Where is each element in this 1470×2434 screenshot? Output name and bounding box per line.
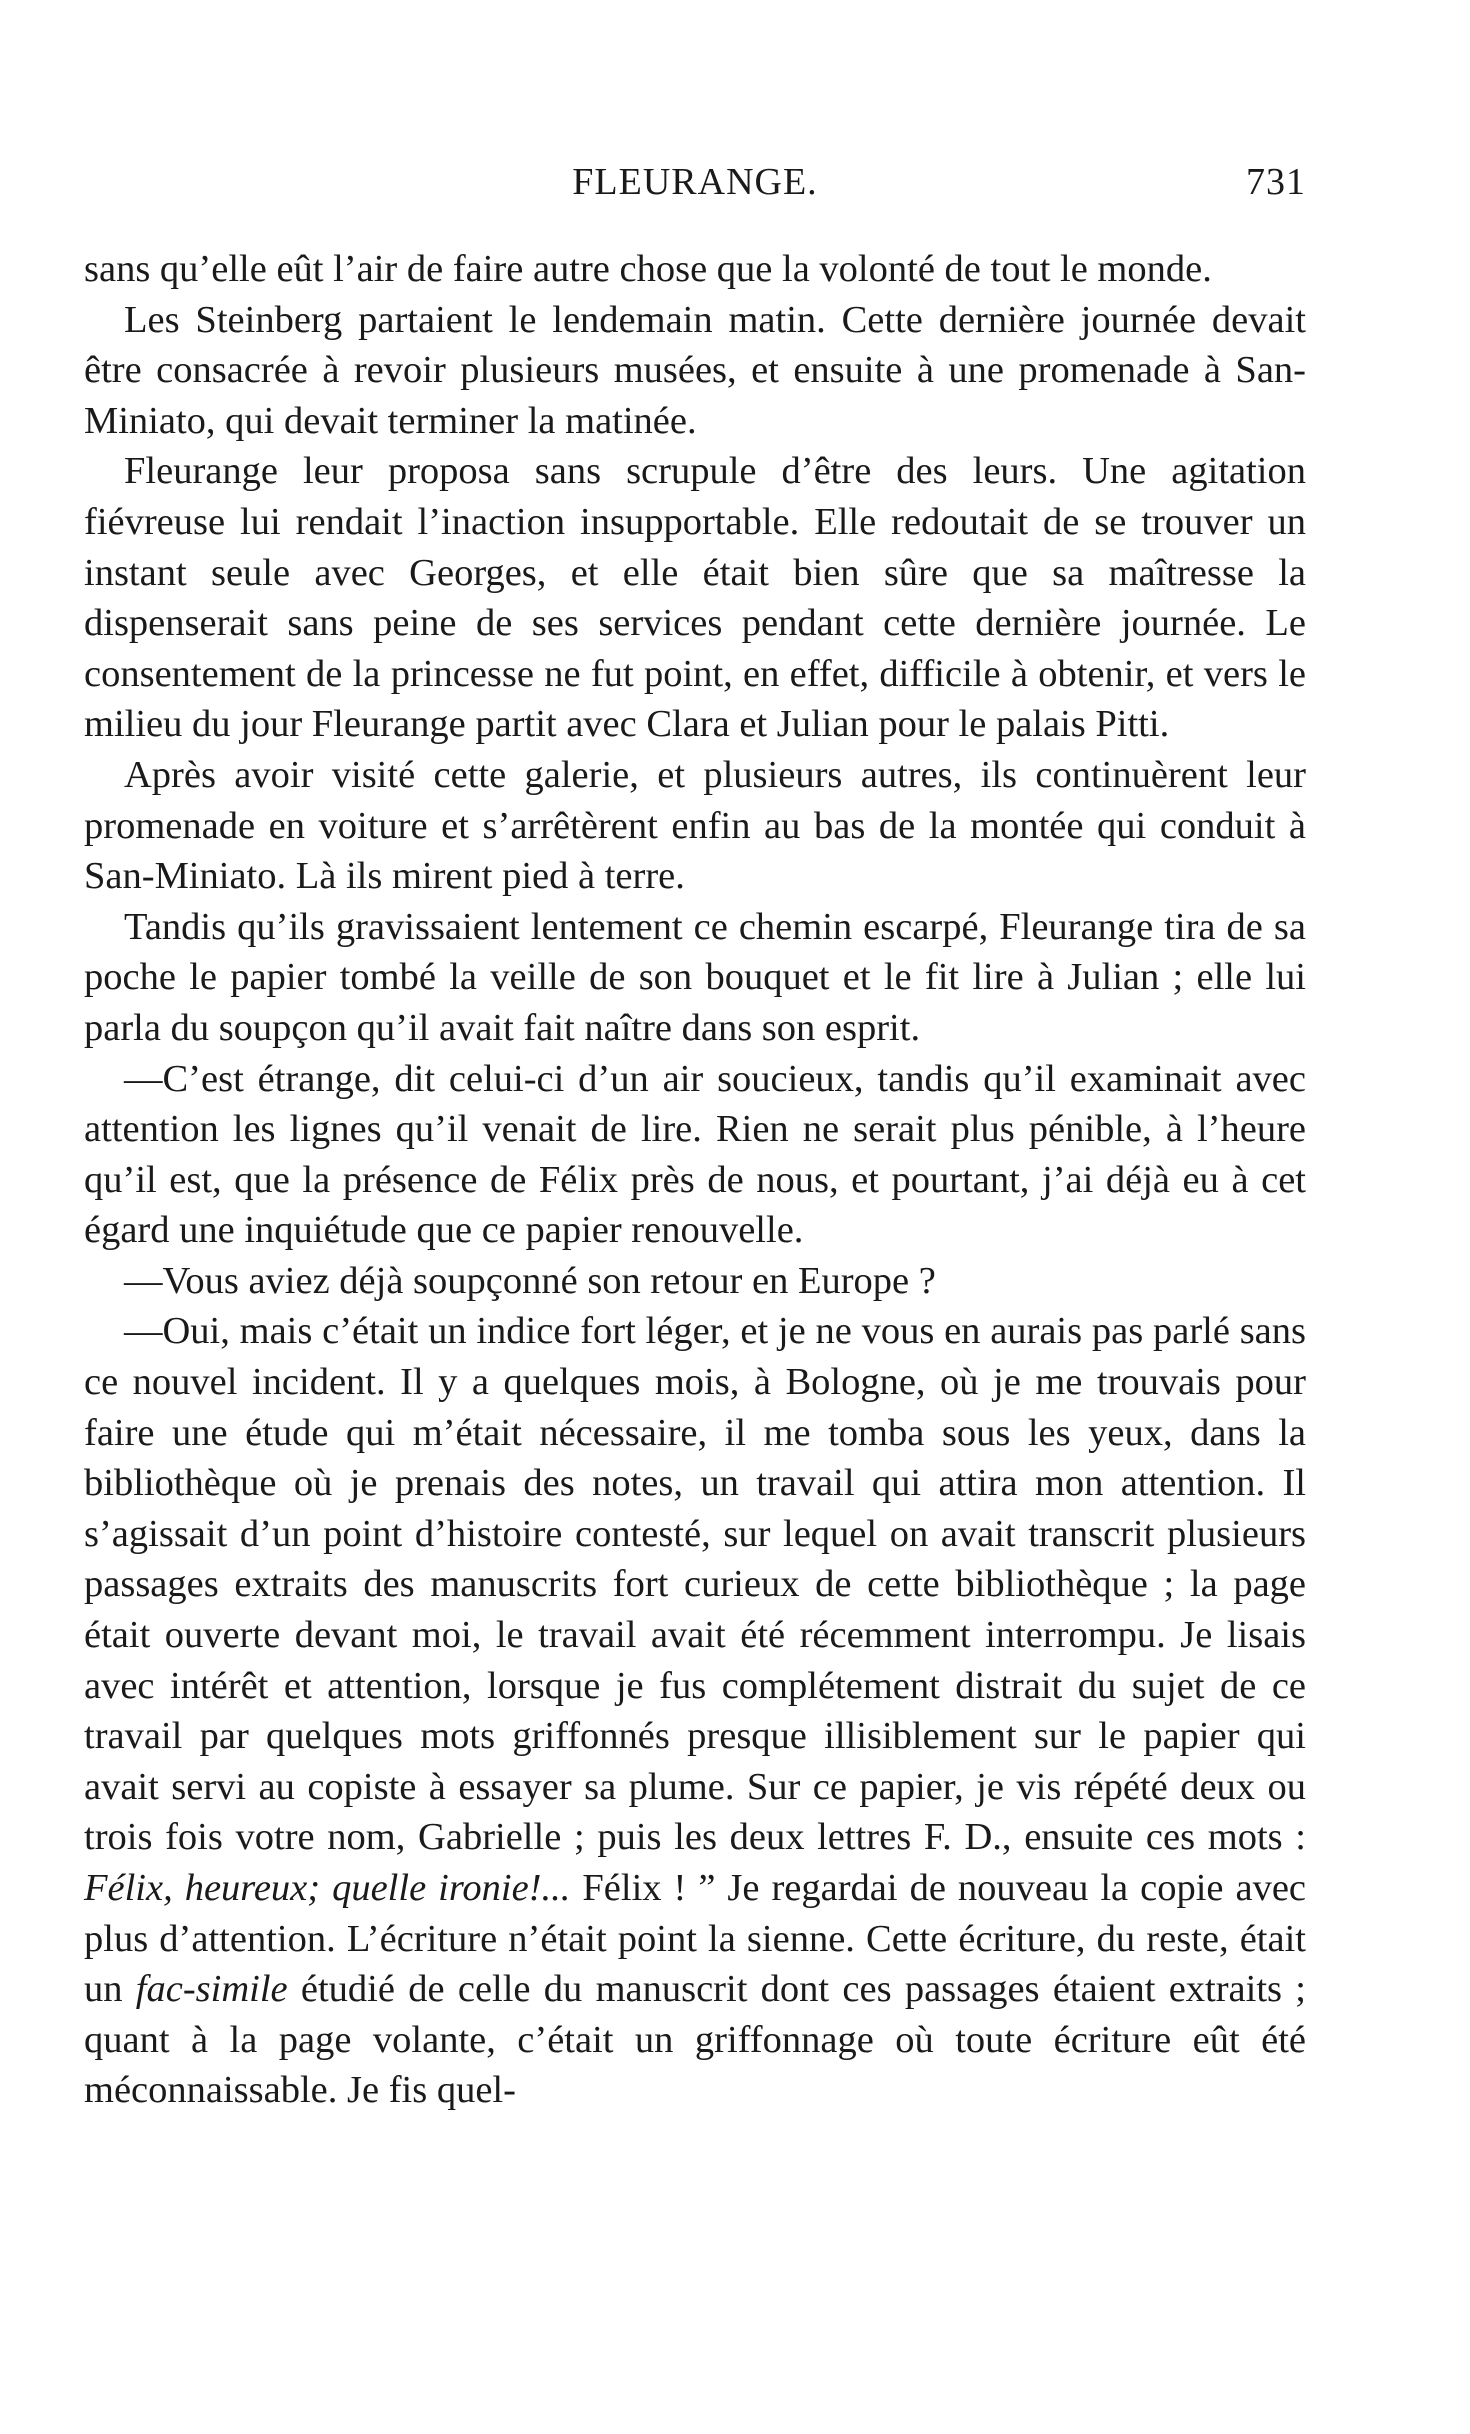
paragraph-4: Après avoir visité cette galerie, et plusieurs autres, ils continuèrent leur promenade en voiture et s’arrêtèrent enfin au bas de la montée qui conduit à San-Miniato. Là ils mirent pied à terre. — [84, 753, 1306, 898]
paragraph-2: Les Steinberg partaient le lendemain matin. Cette dernière journée devait être consacrée à revoir plusieurs musées, et ensuite à une promenade à San-Miniato, qui devait terminer la matinée. — [84, 298, 1306, 442]
paragraph-8-italic-quote: Félix, heureux; quelle ironie!... — [84, 1867, 571, 1909]
paragraph-5: Tandis qu’ils gravissaient lentement ce chemin escarpé, Fleurange tira de sa poche le papier tombé la veille de son bouquet et le fit lire à Julian ; elle lui parla du soupçon qu’il avait fait naître dans son esprit. — [84, 905, 1306, 1049]
paragraph-8-italic-term: fac-simile — [135, 1968, 288, 2011]
running-head — [84, 160, 1306, 210]
paragraph-8 — [84, 1306, 1306, 2116]
paragraph-7: —Vous aviez déjà soupçonné son retour en Europe ? — [124, 1259, 936, 1302]
paragraph-3: Fleurange leur proposa sans scrupule d’être des leurs. Une agitation fiévreuse lui rendait l’inaction insupportable. Elle redoutait de se trouver un instant seule avec Georges, et elle était bien sûre que sa maîtresse la dispenserait sans peine de ses services pendant cette dernière journée. Le consentement de la princesse ne fut point, en effet, difficile à obtenir, et vers le milieu du jour Fleurange partit avec Clara et Julian pour le palais Pitti. — [84, 450, 1306, 746]
paragraph-6: —C’est étrange, dit celui-ci d’un air soucieux, tandis qu’il examinait avec attention les lignes qu’il venait de lire. Rien ne serait plus pénible, à l’heure qu’il est, que la présence de Félix près de nous, et pourtant, j’ai déjà eu à cet égard une inquiétude que ce papier renouvelle. — [84, 1057, 1306, 1252]
paragraph-8-text-b: Félix ! ” Je regardai de nouveau la copie avec plus d’attention. L’écriture n’était point la sienne. Cette écriture, du reste, était un — [84, 1867, 1306, 2011]
body-text — [84, 244, 1306, 2116]
running-title: FLEURANGE. — [572, 161, 818, 203]
paragraph-8-text-c: étudié de celle du manuscrit dont ces passages étaient extraits ; quant à la page volante, c’était un griffonnage où toute écriture eût été méconnaissable. Je fis quel- — [84, 1968, 1306, 2112]
paragraph-8-text-a: —Oui, mais c’était un indice fort léger, et je ne vous en aurais pas parlé sans ce nouvel incident. Il y a quelques mois, à Bologne, où je me trouvais pour faire une étude qui m’était nécessaire, il me tomba sous les yeux, dans la bibliothèque où je prenais des notes, un travail qui attira mon attention. Il s’agissait d’un point d’histoire contesté, sur lequel on avait transcrit plusieurs passages extraits des manuscrits fort curieux de cette bibliothèque ; la page était ouverte devant moi, le travail avait été récemment interrompu. Je lisais avec intérêt et attention, lorsque je fus complétement distrait du sujet de ce travail par quelques mots griffonnés presque illisiblement sur le papier qui avait servi au copiste à essayer sa plume. Sur ce papier, je vis répété deux ou trois fois votre nom, Gabrielle ; puis les deux lettres F. D., ensuite ces mots : — [84, 1310, 1306, 1859]
paragraph-1: sans qu’elle eût l’air de faire autre chose que la volonté de tout le monde. — [84, 248, 1212, 290]
page-number: 731 — [1246, 161, 1306, 203]
